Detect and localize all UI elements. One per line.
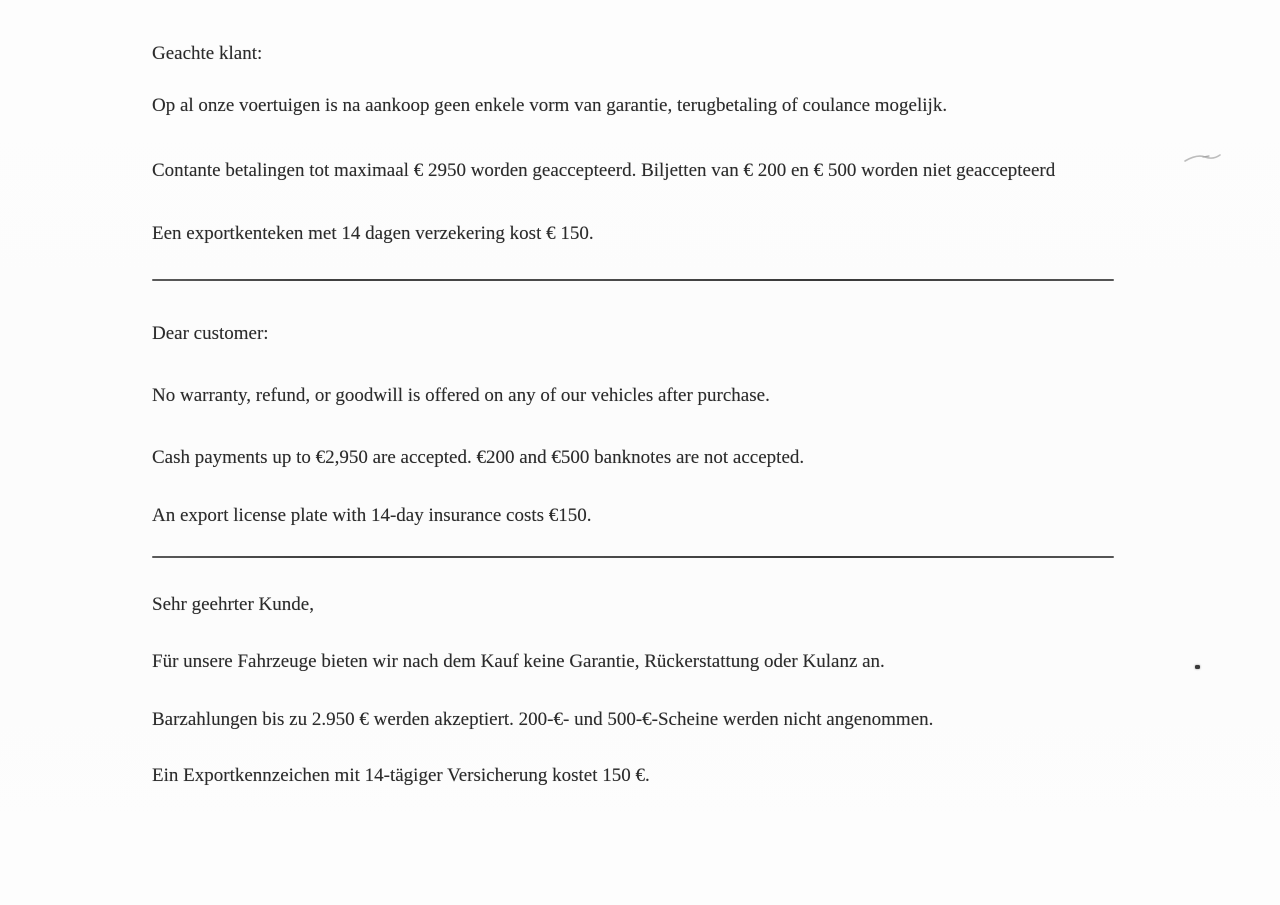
german-warranty-line: Für unsere Fahrzeuge bieten wir nach dem Kauf keine Garantie, Rückerstattung oder Kulanz an. [152, 651, 885, 672]
english-warranty-line: No warranty, refund, or goodwill is offered on any of our vehicles after purchase. [152, 385, 770, 406]
scan-artifact-squiggle [1183, 148, 1223, 170]
dutch-cash-payment-line: Contante betalingen tot maximaal € 2950 worden geaccepteerd. Biljetten van € 200 en € 500 worden niet geaccepteerd [152, 160, 1056, 181]
german-export-plate-line: Ein Exportkennzeichen mit 14-tägiger Versicherung kostet 150 €. [152, 765, 650, 786]
section-divider-2 [152, 556, 1114, 558]
section-divider-1 [152, 279, 1114, 281]
greeting-dutch: Geachte klant: [152, 43, 263, 64]
english-cash-payment-line: Cash payments up to €2,950 are accepted. €200 and €500 banknotes are not accepted. [152, 447, 805, 468]
german-cash-payment-line: Barzahlungen bis zu 2.950 € werden akzeptiert. 200-€- und 500-€-Scheine werden nicht angenommen. [152, 709, 934, 730]
dutch-warranty-line: Op al onze voertuigen is na aankoop geen enkele vorm van garantie, terugbetaling of coulance mogelijk. [152, 95, 948, 116]
dutch-export-plate-line: Een exportkenteken met 14 dagen verzekering kost € 150. [152, 223, 594, 244]
greeting-english: Dear customer: [152, 323, 269, 344]
greeting-german: Sehr geehrter Kunde, [152, 594, 314, 615]
scan-artifact-dot [1195, 665, 1200, 669]
english-export-plate-line: An export license plate with 14-day insurance costs €150. [152, 505, 592, 526]
